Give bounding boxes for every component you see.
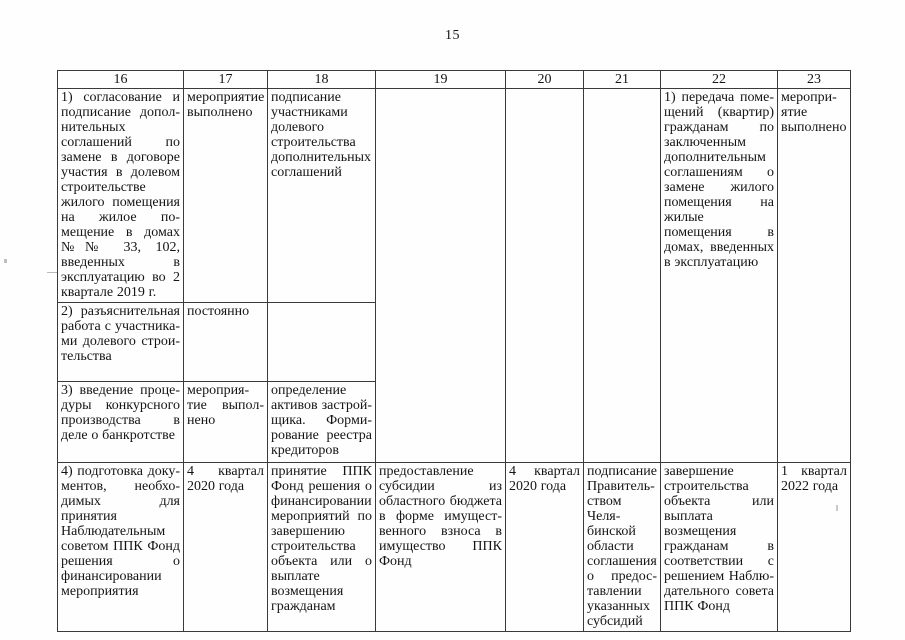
cell-r1-c17: мероприятие выполнено bbox=[184, 89, 268, 303]
cell-r4-c20: 4 квартал 2020 года bbox=[506, 463, 584, 632]
cell-r1-c19 bbox=[376, 89, 506, 463]
column-header-18: 18 bbox=[268, 71, 376, 89]
scan-artifact bbox=[836, 505, 838, 511]
column-header-17: 17 bbox=[184, 71, 268, 89]
column-header-20: 20 bbox=[506, 71, 584, 89]
cell-r4-c17: 4 квартал 2020 года bbox=[184, 463, 268, 632]
cell-r1-c22: 1) передача помещений (квартир) гражданам по заключенным дополнительным соглашениям о замене жилого помещения на жилые помещения в домах, введенных в эксплуатацию bbox=[661, 89, 778, 463]
header-row bbox=[58, 71, 851, 89]
table-row bbox=[58, 89, 851, 303]
cell-r3-c18: определение активов застройщика. Формирование реестра кредиторов bbox=[268, 382, 376, 463]
cell-r1-c23: мероприятие выполнено bbox=[778, 89, 851, 463]
scan-artifact bbox=[47, 272, 57, 273]
cell-r4-c21: подписание Правительством Челябинской области соглашения о предоставлении указанных субсидий bbox=[584, 463, 661, 632]
cell-r4-c18: принятие ППК Фонд решения о финансировании мероприятий по завершению строительства объекта или о выплате возмещения гражданам bbox=[268, 463, 376, 632]
column-header-22: 22 bbox=[661, 71, 778, 89]
page-number: 15 bbox=[445, 28, 460, 43]
cell-r3-c16: 3) введение процедуры конкурсного производства в деле о банкротстве bbox=[58, 382, 184, 463]
cell-r2-c16: 2) разъяснительная работа с участниками долевого строительства bbox=[58, 303, 184, 382]
cell-r1-c16: 1) согласование и подписание дополнительных соглашений по замене в договоре участия в долевом строительстве жилого помещения на жилое помещение в домах №№ 33, 102, введенных в эксплуатацию во 2 квартале 2019 г. bbox=[58, 89, 184, 303]
cell-r4-c19: предоставление субсидии из областного бюджета в форме имущественного взноса в имущество ППК Фонд bbox=[376, 463, 506, 632]
column-header-19: 19 bbox=[376, 71, 506, 89]
cell-r2-c18 bbox=[268, 303, 376, 382]
cell-r4-c22: завершение строительства объекта или выплата возмещения гражданам в соответствии с решением Наблюдательного совета ППК Фонд bbox=[661, 463, 778, 632]
scan-artifact bbox=[4, 259, 7, 263]
cell-r1-c21 bbox=[584, 89, 661, 463]
column-header-21: 21 bbox=[584, 71, 661, 89]
column-header-16: 16 bbox=[58, 71, 184, 89]
cell-r2-c17: постоянно bbox=[184, 303, 268, 382]
cell-r1-c20 bbox=[506, 89, 584, 463]
schedule-table bbox=[57, 70, 851, 632]
cell-r3-c17: мероприятие выполнено bbox=[184, 382, 268, 463]
cell-r4-c16: 4) подготовка документов, необходимых для принятия Наблюдательным советом ППК Фонд решения о финансировании мероприятия bbox=[58, 463, 184, 632]
table-row bbox=[58, 463, 851, 632]
column-header-23: 23 bbox=[778, 71, 851, 89]
cell-r1-c18: подписание участниками долевого строительства дополнительных соглашений bbox=[268, 89, 376, 303]
cell-r4-c23: 1 квартал 2022 года bbox=[778, 463, 851, 632]
